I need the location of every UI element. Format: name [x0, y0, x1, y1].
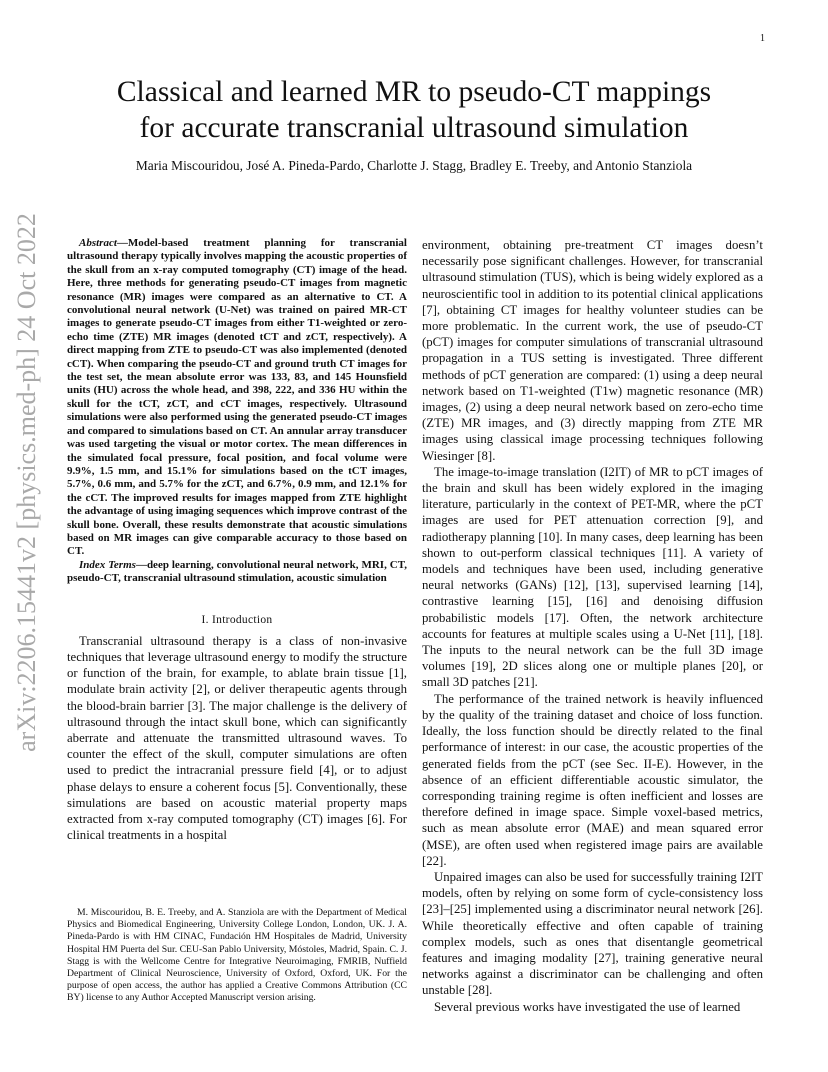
author-list: Maria Miscouridou, José A. Pineda-Pardo, Charlotte J. Stagg, Bradley E. Treeby, and Antonio Stanziola	[135, 158, 693, 173]
intro-paragraph-1: Transcranial ultrasound therapy is a class of non-invasive techniques that leverage ultrasound energy to modify the structure or function of the brain, for example, to ablate brain tissue [1], modulate brain activity [2], or deliver therapeutic agents through the blood-brain barrier [3]. The major challenge is the delivery of ultrasound through the intact skull bone, which can significantly aberrate and attenuate the transmitted ultrasound waves. To counter the effect of the skull, computer simulations are often used to predict the intracranial pressure field [4], or to adjust phase delays to ensure a coherent focus [5]. Conventionally, these simulations are based on acoustic material property maps extracted from x-ray computed tomography (CT) images [6]. For clinical treatments in a hospital	[67, 633, 407, 843]
title-line-1: Classical and learned MR to pseudo-CT mappings	[116, 76, 712, 108]
intro-paragraph-previous-works: Several previous works have investigated the use of learned	[434, 999, 741, 1014]
page-number: 1	[760, 33, 765, 44]
intro-paragraph-unpaired: Unpaired images can also be used for successfully training I2IT models, often by relying on some form of cycle-consistency loss [23]–[25] implemented using a discriminator neural network [26]. While theoretically effective and often capable of training complex models, such as ones that disentangle geometrical features and imaging modality [27], training generative neural networks against a discriminator can be challenging and often unstable [28].	[422, 869, 763, 998]
abstract	[67, 237, 407, 559]
arxiv-identifier: arXiv:2206.15441v2 [physics.med-ph] 24 Oct 2022	[12, 213, 41, 752]
right-column	[422, 237, 763, 1015]
index-terms	[67, 559, 407, 586]
intro-paragraph-i2it: The image-to-image translation (I2IT) of MR to pCT images of the brain and skull has been widely explored in the imaging literature, particularly in the context of PET-MR, where the pCT images are used for PET attenuation correction [9], and radiotherapy planning [10]. In many cases, deep learning has been shown to out-perform classical techniques [11]. A variety of models and techniques have been used, including generative neural networks (GANs) [12], [13], supervised learning [14], contrastive learning [15], [16] and denoising diffusion probabilistic models [17]. Often, the network architecture accounts for features at multiple scales using a U-Net [11], [18]. The inputs to the neural network can be the full 3D image volumes [19], 2D slices along one or multiple planes [20], or small 3D patches [21].	[422, 464, 763, 690]
left-column	[67, 237, 407, 843]
intro-paragraph-continued: environment, obtaining pre-treatment CT images doesn’t necessarily pose significant challenges. However, for transcranial ultrasound stimulation (TUS), which is being widely explored as a neuroscientific tool in addition to its potential clinical applications [7], obtaining CT images for healthy volunteer studies can be more problematic. In the current work, the use of pseudo-CT (pCT) images for computer simulations of transcranial ultrasound propagation in a TUS setting is investigated. Three different methods of pCT generation are compared: (1) using a deep neural network based on T1-weighted (T1w) magnetic resonance (MR) images, (2) using a deep neural network based on zero-echo time (ZTE) MR images, and (3) directly mapping from ZTE MR images using classical image processing techniques following Wiesinger [8].	[422, 238, 763, 463]
author-affiliations-footnote: M. Miscouridou, B. E. Treeby, and A. Stanziola are with the Department of Medical Physics and Biomedical Engineering, University College London, London, UK. J. A. Pineda-Pardo is with HM CINAC, Fundación HM Hospitales de Madrid, University Hospital HM Puerta del Sur. CEU-San Pablo University, Móstoles, Madrid, Spain. C. J. Stagg is with the Wellcome Centre for Integrative Neuroimaging, FMRIB, Nuffield Department of Clinical Neuroscience, University of Oxford, Oxford, UK. For the purpose of open access, the author has applied a Creative Commons Attribution (CC BY) license to any Author Accepted Manuscript version arising.	[67, 907, 407, 1004]
abstract-text: —Model-based treatment planning for transcranial ultrasound therapy typically involves mapping the acoustic properties of the skull from an x-ray computed tomography (CT) image of the head. Here, three methods for generating pseudo-CT images from magnetic resonance (MR) images were compared as an alternative to CT. A convolutional neural network (U-Net) was trained on paired MR-CT images to generate pseudo-CT images from either T1-weighted or zero-echo time (ZTE) MR images (denoted tCT and zCT, respectively). A direct mapping from ZTE to pseudo-CT was also implemented (denoted cCT). When comparing the pseudo-CT and ground truth CT images for the test set, the mean absolute error was 133, 83, and 145 Hounsfield units (HU) across the whole head, and 398, 222, and 336 HU within the skull for the tCT, zCT, and cCT images, respectively. Ultrasound simulations were also performed using the generated pseudo-CT images and compared to simulations based on CT. An annular array transducer was used targeting the visual or motor cortex. The mean differences in the simulated focal pressure, focal position, and focal volume were 9.9%, 1.5 mm, and 15.1% for simulations based on the tCT images, 5.7%, 0.6 mm, and 5.7% for the zCT, and 6.7%, 0.9 mm, and 12.1% for the cCT. The improved results for images mapped from ZTE highlight the advantage of using imaging sequences which improve contrast of the skull bone. Overall, these results demonstrate that acoustic simulations based on MR images can give comparable accuracy to those based on CT.	[67, 237, 407, 558]
intro-paragraph-performance: The performance of the trained network is heavily influenced by the quality of the training dataset and choice of loss function. Ideally, the loss function should be directly related to the final performance of interest: in our case, the acoustic properties of the generated fields from the pCT (see Sec. II-E). However, in the absence of an efficient differentiable acoustic simulator, the corresponding training regime is often inefficient and losses are therefore defined in image space. Simple voxel-based metrics, such as mean absolute error (MAE) and mean squared error (MSE), are often used when registered image pairs are available [22].	[422, 691, 763, 868]
index-terms-label: Index Terms	[79, 558, 136, 571]
index-terms-text: —deep learning, convolutional neural network, MRI, CT, pseudo-CT, transcranial ultrasound stimulation, acoustic simulation	[67, 558, 407, 585]
title-line-2: for accurate transcranial ultrasound simulation	[139, 112, 689, 144]
paper-title	[40, 74, 788, 146]
arxiv-watermark	[10, 205, 44, 760]
section-heading-introduction: I. Introduction	[201, 613, 273, 626]
abstract-label: Abstract	[79, 237, 117, 249]
